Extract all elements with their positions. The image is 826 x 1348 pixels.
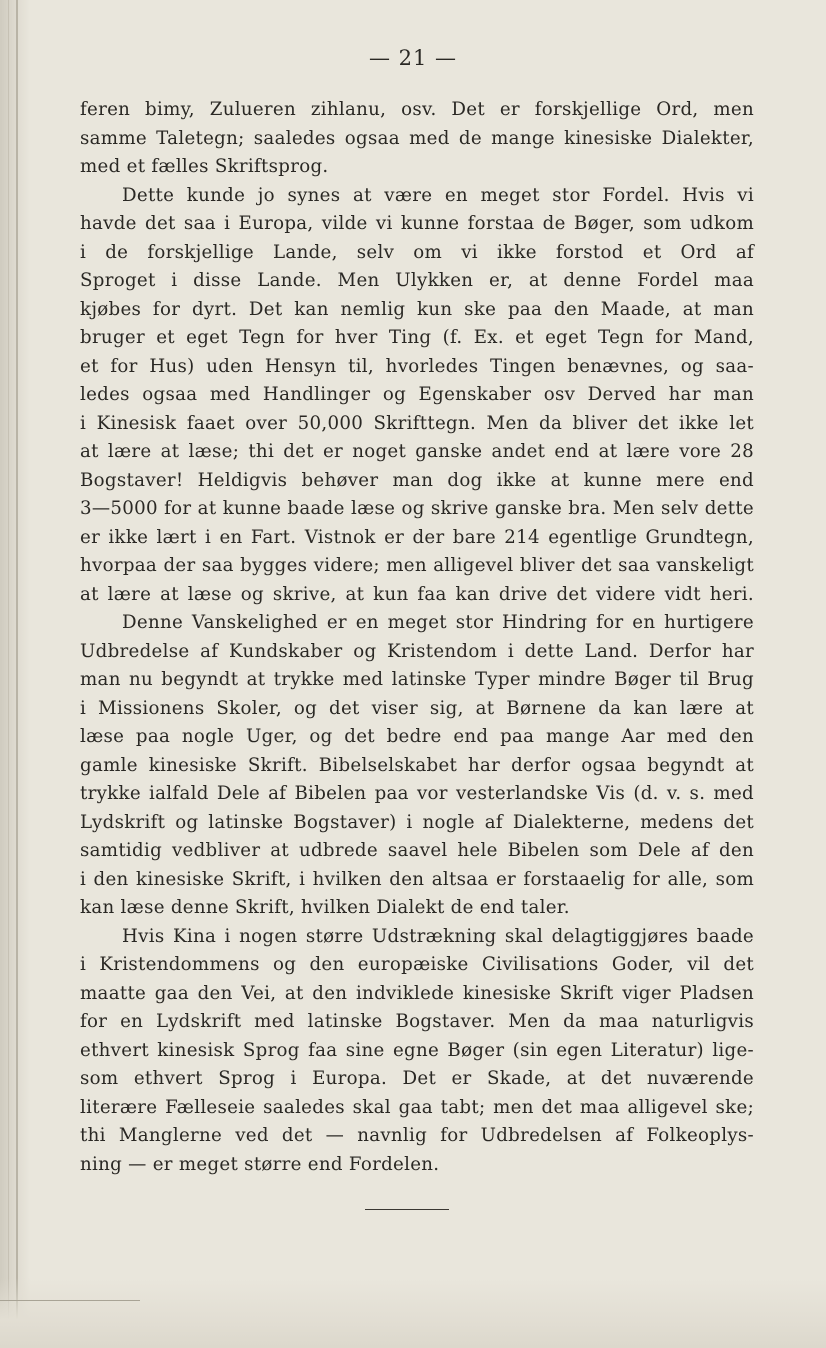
text-line: samtidig vedbliver at udbrede saavel hele Bibelen som Dele af den [80, 840, 754, 861]
text-line: trykke ialfald Dele af Bibelen paa vor vesterlandske Vis (d. v. s. med [80, 783, 754, 804]
text-line: man nu begyndt at trykke med latinske Typer mindre Bøger til Brug [80, 669, 754, 690]
binding-edge [8, 0, 9, 1348]
text-line: Sproget i disse Lande. Men Ulykken er, at denne Fordel maa [80, 270, 754, 291]
scan-edge-line [0, 1300, 140, 1301]
text-line: et for Hus) uden Hensyn til, hvorledes Tingen benævnes, og saa- [80, 355, 754, 377]
text-line: ethvert kinesisk Sprog faa sine egne Bøger (sin egen Literatur) lige- [80, 1039, 754, 1061]
page-number: — 21 — [368, 46, 458, 70]
text-line: bruger et eget Tegn for hver Ting (f. Ex. et eget Tegn for Mand, [80, 327, 754, 348]
text-line: literære Fælleseie saaledes skal gaa tabt; men det maa alligevel ske; [80, 1096, 754, 1118]
text-line: kjøbes for dyrt. Det kan nemlig kun ske paa den Maade, at man [80, 298, 754, 320]
text-line: Lydskrift og latinske Bogstaver) i nogle af Dialekterne, medens det [80, 811, 754, 833]
end-rule [365, 1209, 449, 1210]
text-line: som ethvert Sprog i Europa. Det er Skade, at det nuværende [80, 1068, 754, 1089]
text-line: at lære at læse og skrive, at kun faa kan drive det videre vidt heri. [80, 583, 754, 605]
paragraph-start: Hvis Kina i nogen større Udstrækning skal delagtiggjøres baade [122, 925, 754, 947]
text-line: maatte gaa den Vei, at den indviklede kinesiske Skrift viger Pladsen [80, 982, 754, 1004]
text-line: thi Manglerne ved det — navnlig for Udbredelsen af Folkeoplys- [80, 1125, 754, 1146]
text-line: at lære at læse; thi det er noget ganske andet end at lære vore 28 [80, 441, 754, 462]
paragraph-start: Denne Vanskelighed er en meget stor Hindring for en hurtigere [122, 612, 754, 633]
text-line: i Missionens Skoler, og det viser sig, at Børnene da kan lære at [80, 697, 754, 719]
text-line: i den kinesiske Skrift, i hvilken den altsaa er forstaaelig for alle, som [80, 868, 754, 890]
text-line: for en Lydskrift med latinske Bogstaver. Men da maa naturligvis [80, 1011, 754, 1032]
page-bottom-shading [0, 1278, 826, 1348]
text-line: feren bimy, Zulueren zihlanu, osv. Det er forskjellige Ord, men [80, 99, 754, 120]
text-line: gamle kinesiske Skrift. Bibelselskabet har derfor ogsaa begyndt at [80, 754, 754, 776]
page-gutter [0, 0, 30, 1348]
paragraph-start: Dette kunde jo synes at være en meget stor Fordel. Hvis vi [122, 184, 754, 206]
text-line: læse paa nogle Uger, og det bedre end paa mange Aar med den [80, 726, 754, 747]
text-line: i Kristendommens og den europæiske Civilisations Goder, vil det [80, 954, 754, 975]
text-line: ning — er meget større end Fordelen. [80, 1153, 440, 1175]
text-line: i Kinesisk faaet over 50,000 Skrifttegn. Men da bliver det ikke let [80, 412, 754, 434]
text-line: havde det saa i Europa, vilde vi kunne forstaa de Bøger, som udkom [80, 213, 754, 234]
binding-shadow [16, 0, 18, 1348]
text-line: ledes ogsaa med Handlinger og Egenskaber osv Derved har man [80, 384, 754, 405]
text-line: Udbredelse af Kundskaber og Kristendom i dette Land. Derfor har [80, 640, 754, 662]
text-line: er ikke lært i en Fart. Vistnok er der bare 214 egentlige Grundtegn, [80, 526, 754, 548]
text-line: kan læse denne Skrift, hvilken Dialekt de end taler. [80, 897, 570, 918]
text-line: 3—5000 for at kunne baade læse og skrive ganske bra. Men selv dette [80, 498, 754, 519]
text-line: Bogstaver! Heldigvis behøver man dog ikke at kunne mere end [80, 469, 754, 491]
text-line: med et fælles Skriftsprog. [80, 156, 329, 177]
text-line: hvorpaa der saa bygges videre; men alligevel bliver det saa vanskeligt [80, 555, 754, 576]
text-line: samme Taletegn; saaledes ogsaa med de mange kinesiske Dialekter, [80, 127, 754, 149]
body-text [80, 96, 754, 1179]
text-line: i de forskjellige Lande, selv om vi ikke forstod et Ord af [80, 241, 754, 263]
